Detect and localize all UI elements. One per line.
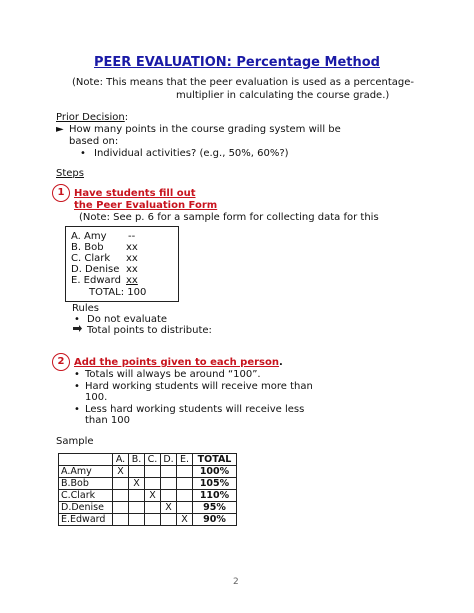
table-header-cell: D.	[161, 454, 177, 466]
row-total: 105%	[193, 478, 237, 490]
row-total: 110%	[193, 490, 237, 502]
table-header-cell: E.	[177, 454, 193, 466]
row-name: A.Amy	[59, 466, 113, 478]
form-total: TOTAL: 100	[89, 287, 147, 298]
step-1-title-line-2: the Peer Evaluation Form	[74, 200, 218, 211]
table-header-cell	[59, 454, 113, 466]
table-header-cell: B.	[129, 454, 145, 466]
bullet-icon: •	[80, 148, 86, 159]
mark-cell: X	[129, 478, 145, 490]
prior-question-line-1: How many points in the course grading system will be	[69, 124, 341, 135]
mark-cell: X	[113, 466, 129, 478]
step-2-bullet-1: Totals will always be around “100”.	[85, 369, 261, 380]
mark-cell	[113, 478, 129, 490]
sample-heading: Sample	[56, 436, 94, 447]
table-row	[59, 502, 237, 514]
step-2-bullet-2-line-1: Hard working students will receive more than	[85, 381, 313, 392]
steps-heading: Steps	[56, 168, 84, 179]
mark-cell	[145, 514, 161, 526]
step-2-bullet-3-line-1: Less hard working students will receive less	[85, 404, 305, 415]
rule-item-1: Do not evaluate	[87, 314, 168, 325]
table-row	[59, 478, 237, 490]
bullet-icon: •	[74, 369, 80, 380]
mark-cell	[129, 466, 145, 478]
mark-cell	[129, 502, 145, 514]
form-row-label: C. Clark	[71, 253, 111, 264]
pointing-hand-icon	[73, 324, 83, 337]
bullet-icon: •	[74, 404, 80, 415]
step-2-bullet-2-line-2: 100.	[85, 392, 108, 403]
form-row-value: xx	[126, 253, 138, 264]
rule-item-2: Total points to distribute:	[87, 325, 212, 336]
table-row	[59, 490, 237, 502]
mark-cell	[145, 478, 161, 490]
mark-cell	[113, 514, 129, 526]
mark-cell	[129, 514, 145, 526]
step-1-note: (Note: See p. 6 for a sample form for collecting data for this	[79, 212, 379, 223]
mark-cell	[145, 466, 161, 478]
mark-cell	[161, 514, 177, 526]
arrow-bullet-icon: ►	[56, 124, 64, 135]
mark-cell	[161, 490, 177, 502]
mark-cell	[177, 466, 193, 478]
note-line-2: multiplier in calculating the course grade.)	[176, 90, 390, 101]
form-row-value: xx	[126, 242, 138, 253]
row-total: 90%	[193, 514, 237, 526]
form-row-label: D. Denise	[71, 264, 120, 275]
table-row	[59, 514, 237, 526]
mark-cell: X	[177, 514, 193, 526]
step-1-title-line-1: Have students fill out	[74, 188, 196, 199]
mark-cell	[177, 478, 193, 490]
prior-sub-item: Individual activities? (e.g., 50%, 60%?)	[94, 148, 289, 159]
mark-cell	[177, 502, 193, 514]
table-header-cell: A.	[113, 454, 129, 466]
table-header-cell: TOTAL	[193, 454, 237, 466]
row-total: 95%	[193, 502, 237, 514]
row-name: B.Bob	[59, 478, 113, 490]
mark-cell: X	[145, 490, 161, 502]
form-row-value: --	[128, 231, 136, 242]
page-number: 2	[233, 577, 239, 587]
row-name: D.Denise	[59, 502, 113, 514]
page-title: PEER EVALUATION: Percentage Method	[94, 55, 380, 70]
note-line-1: (Note: This means that the peer evaluation is used as a percentage-	[72, 77, 415, 88]
form-row-label: B. Bob	[71, 242, 104, 253]
mark-cell	[145, 502, 161, 514]
mark-cell	[161, 478, 177, 490]
form-row-value: xx	[126, 264, 138, 275]
mark-cell	[129, 490, 145, 502]
mark-cell	[161, 466, 177, 478]
mark-cell	[113, 490, 129, 502]
form-row-label: E. Edward	[71, 275, 121, 286]
row-name: E.Edward	[59, 514, 113, 526]
step-1-number: 1	[52, 184, 70, 202]
form-row-label: A. Amy	[71, 231, 107, 242]
row-name: C.Clark	[59, 490, 113, 502]
step-2-title: Add the points given to each person.	[74, 357, 283, 368]
row-total: 100%	[193, 466, 237, 478]
bullet-icon: •	[74, 381, 80, 392]
form-row-value: xx	[126, 275, 138, 286]
mark-cell: X	[161, 502, 177, 514]
prior-decision-heading: Prior Decision:	[56, 112, 129, 123]
mark-cell	[113, 502, 129, 514]
table-header-row	[59, 454, 237, 466]
bullet-icon: •	[74, 314, 80, 325]
rules-heading: Rules	[72, 303, 99, 314]
step-2-number: 2	[52, 353, 70, 371]
table-row	[59, 466, 237, 478]
step-2-bullet-3-line-2: than 100	[85, 415, 130, 426]
mark-cell	[177, 490, 193, 502]
prior-question-line-2: based on:	[69, 136, 119, 147]
table-header-cell: C.	[145, 454, 161, 466]
sample-table	[58, 453, 237, 526]
